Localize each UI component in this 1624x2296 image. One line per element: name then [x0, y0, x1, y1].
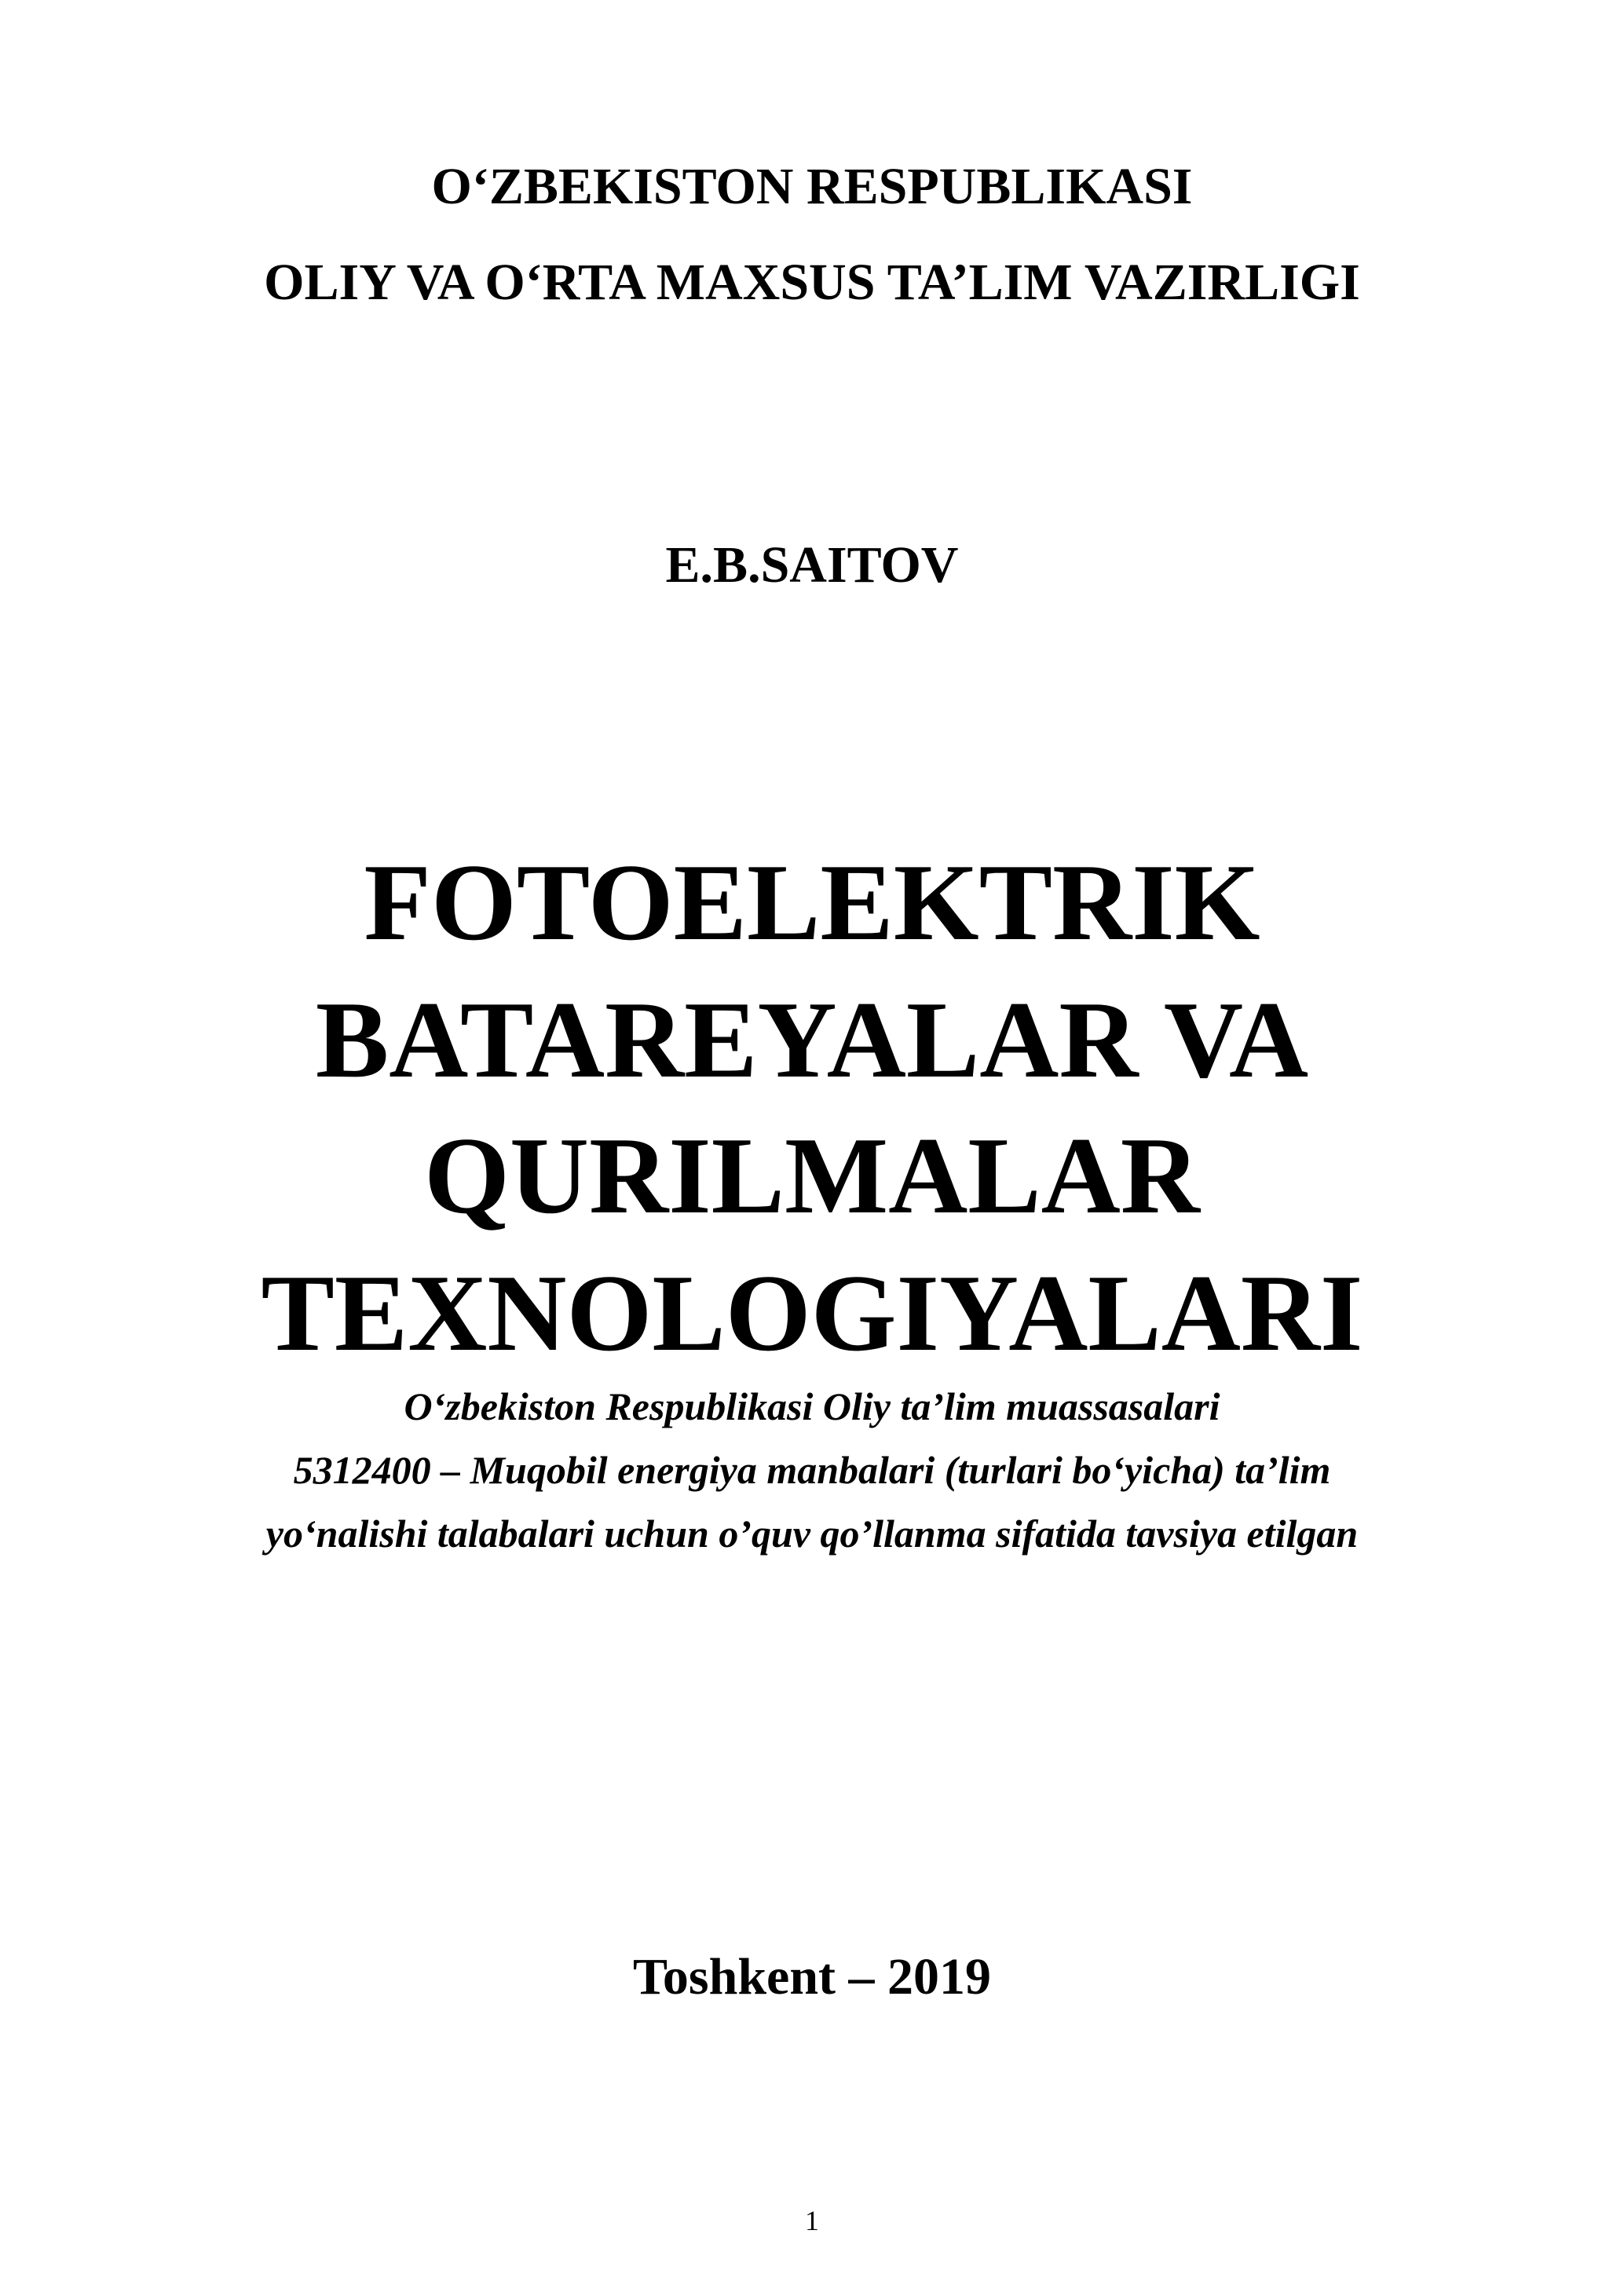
title-line-2: BATAREYALAR VA: [315, 979, 1309, 1101]
subtitle-line-2: 5312400 – Muqobil energiya manbalari (turlari bo‘yicha) ta’lim: [293, 1448, 1331, 1492]
title-line-1: FOTOELEKTRIK: [364, 842, 1260, 963]
place-year: Toshkent – 2019: [632, 1948, 992, 2005]
author-name: E.B.SAITOV: [665, 536, 959, 594]
page-number: 1: [805, 2205, 819, 2236]
header-ministry: OLIY VA O‘RTA MAXSUS TA’LIM VAZIRLIGI: [264, 254, 1360, 311]
title-line-3: QURILMALAR: [424, 1115, 1200, 1237]
header-republic: O‘ZBEKISTON RESPUBLIKASI: [431, 158, 1193, 215]
title-line-4: TEXNOLOGIYALARI: [261, 1252, 1363, 1374]
subtitle-line-3: yo‘nalishi talabalari uchun o’quv qo’llanma sifatida tavsiya etilgan: [265, 1512, 1359, 1556]
subtitle-line-1: O‘zbekiston Respublikasi Oliy ta’lim muassasalari: [404, 1384, 1220, 1428]
